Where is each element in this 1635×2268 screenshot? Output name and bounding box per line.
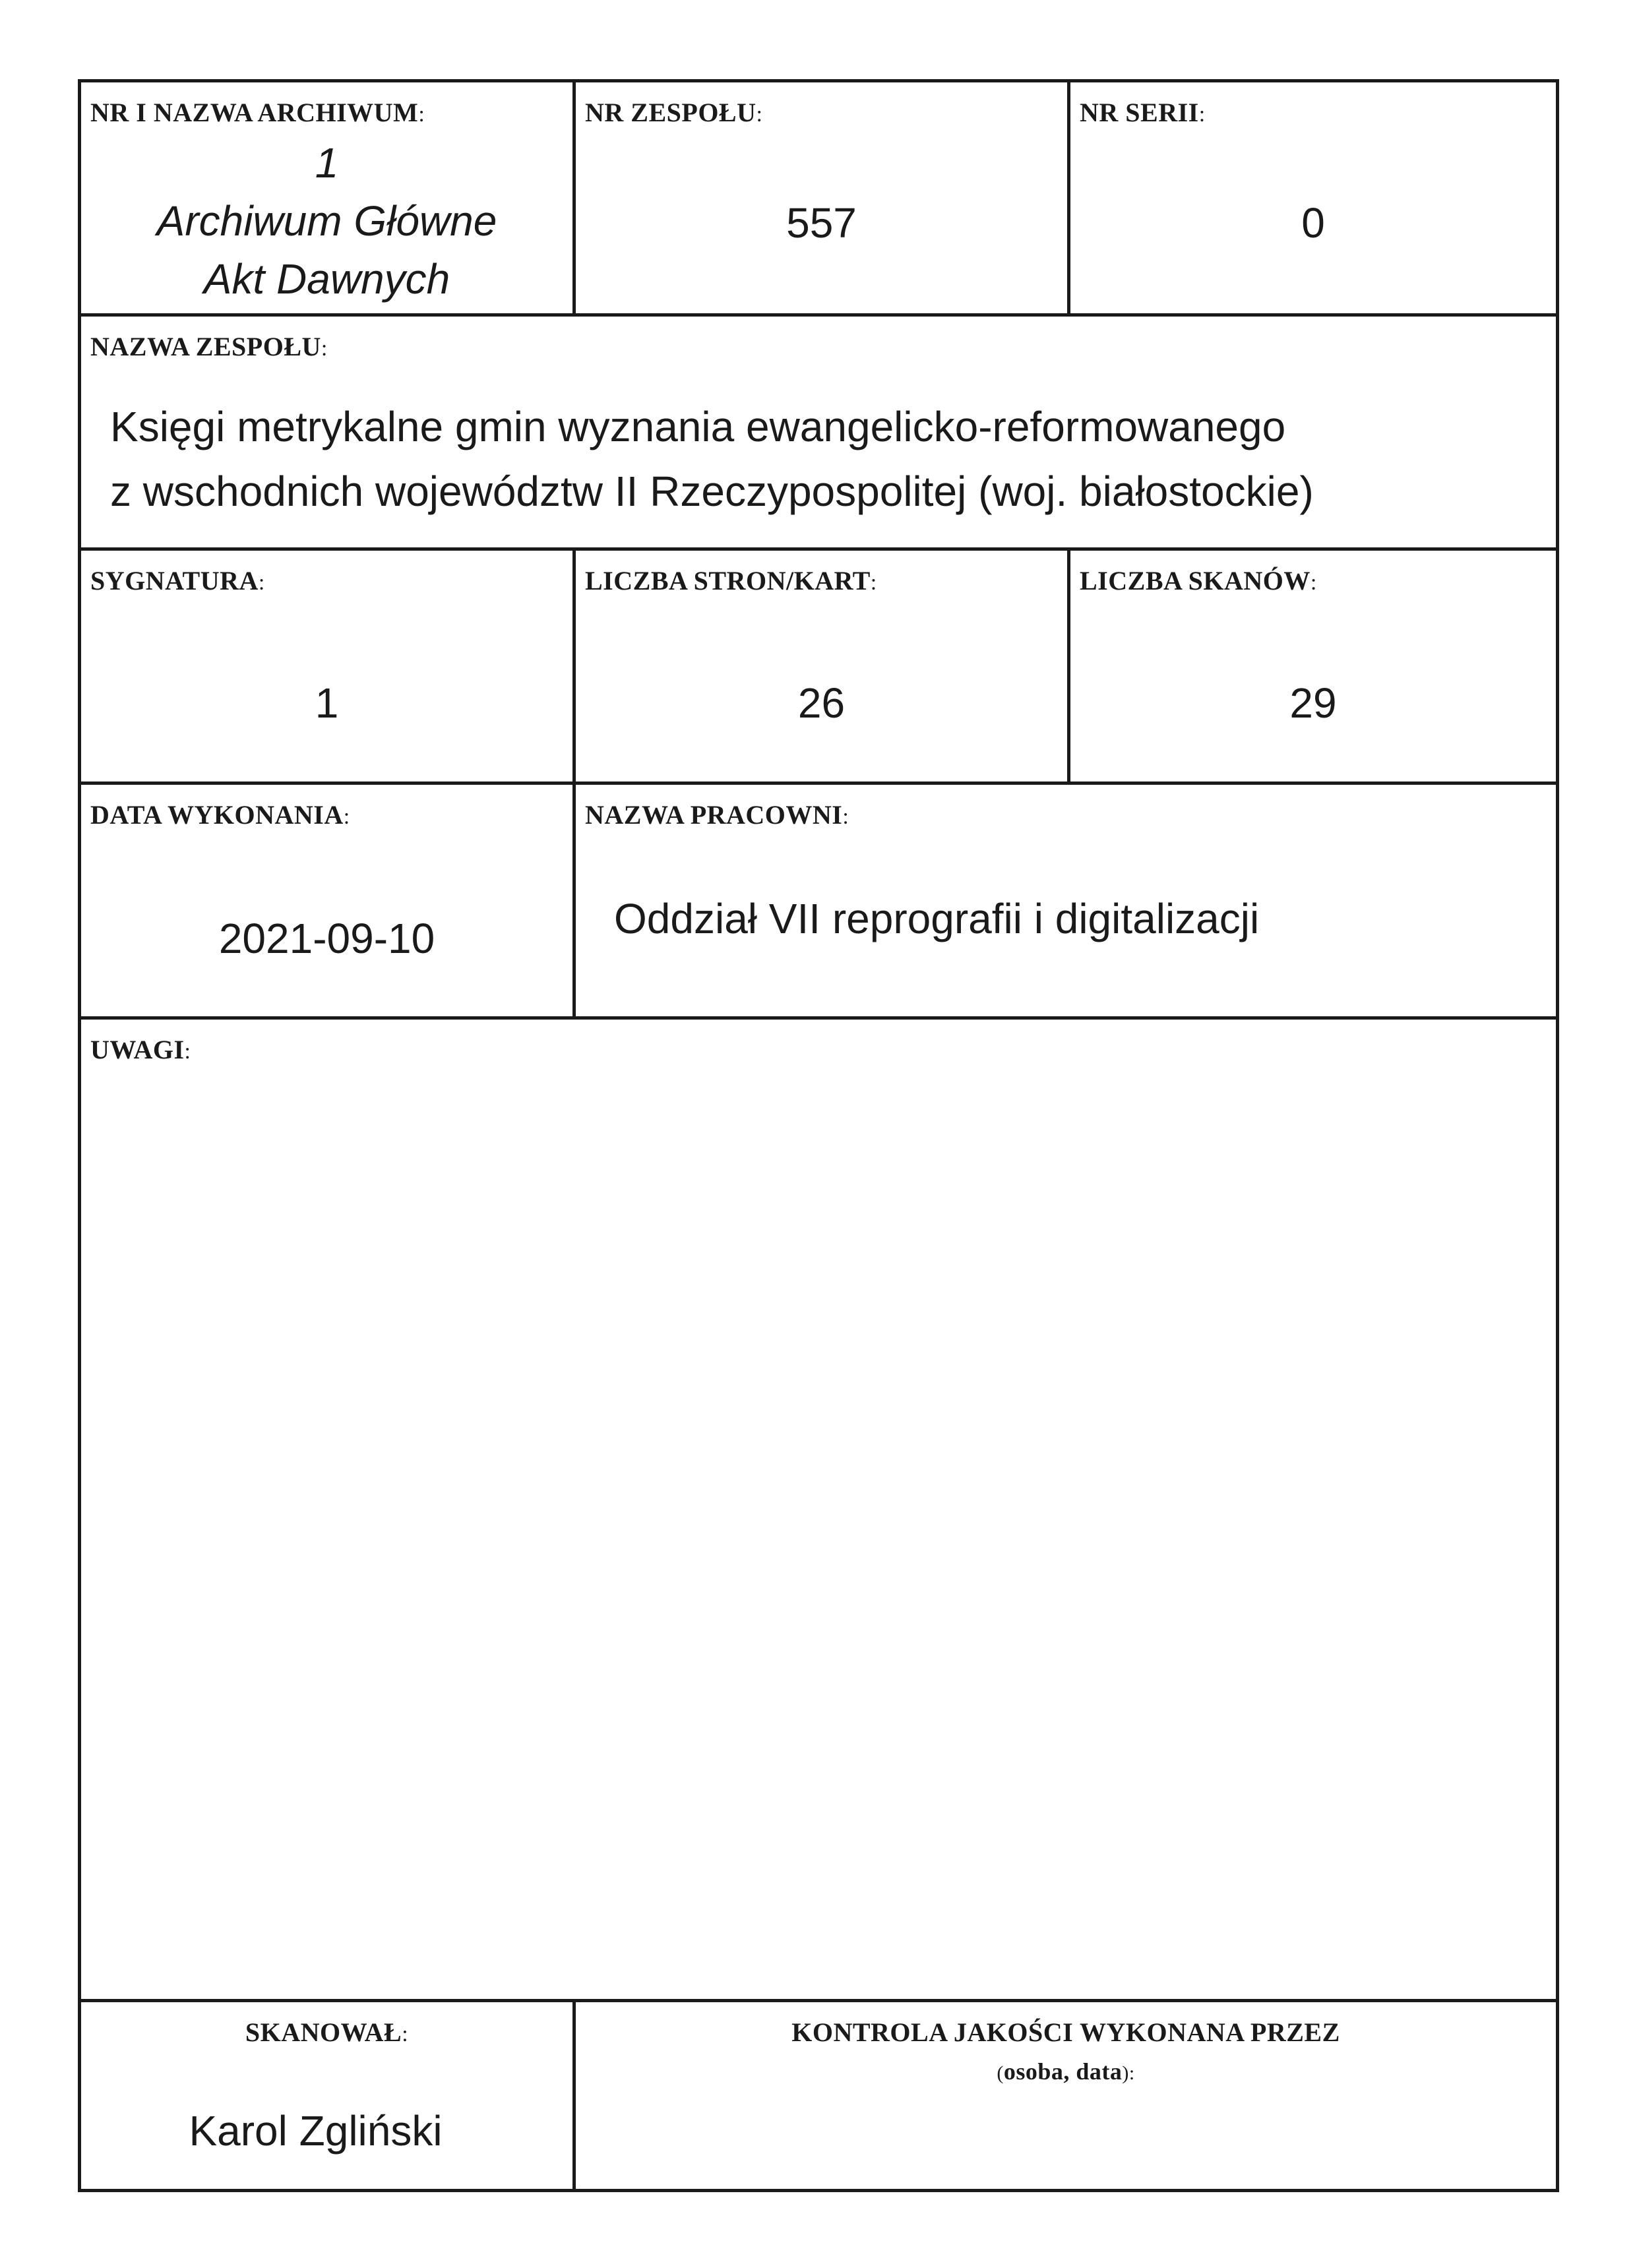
fonds-number-value: 557 [786,199,857,247]
archive-label: NR I NAZWA ARCHIWUM: [90,98,425,127]
scan-count-value: 29 [1289,679,1337,727]
execution-date-label: DATA WYKONANIA: [90,800,350,830]
series-number-label: NR SERII: [1080,98,1206,127]
remarks-label: UWAGI: [90,1035,191,1064]
scan-count-cell [1070,551,1556,782]
series-number-cell [1070,82,1556,313]
workshop-cell [576,785,1556,1016]
scan-count-label: LICZBA SKANÓW: [1080,566,1317,596]
fonds-number-cell [576,82,1070,313]
signature-cell [81,551,576,782]
fonds-number-label: NR ZESPOŁU: [585,98,763,127]
archive-name-line2: Akt Dawnych [203,255,450,303]
page-count-cell [576,551,1070,782]
page-count-value: 26 [797,679,846,727]
archive-name-line1: Archiwum Główne [156,197,497,245]
row-fonds-name [81,317,1556,551]
remarks-cell [81,1020,1556,1999]
workshop-label: NAZWA PRACOWNI: [585,800,849,830]
quality-control-label: KONTROLA JAKOŚCI WYKONANA PRZEZ [791,2017,1340,2047]
archive-metric-form [78,79,1559,2192]
quality-control-cell [576,2002,1556,2189]
execution-date-value: 2021-09-10 [218,915,435,962]
row-counts [81,551,1556,785]
row-signoff [81,2002,1556,2189]
page-count-label: LICZBA STRON/KART: [585,566,877,596]
signature-value: 1 [315,679,339,727]
row-archive [81,82,1556,317]
fonds-name-line2: z wschodnich województw II Rzeczypospolitej (woj. białostockie) [110,468,1314,515]
scanned-by-label: SKANOWAŁ: [245,2017,409,2047]
signature-label: SYGNATURA: [90,566,265,596]
scanned-by-value: Karol Zgliński [189,2107,443,2155]
fonds-name-label: NAZWA ZESPOŁU: [90,332,328,361]
scanned-by-cell [81,2002,576,2189]
fonds-name-line1: Księgi metrykalne gmin wyznania ewangelicko-reformowanego [110,403,1286,450]
archive-number: 1 [315,139,339,187]
row-date-workshop [81,785,1556,1020]
series-number-value: 0 [1301,199,1325,247]
quality-control-sublabel: (osoba, data): [997,2058,1135,2085]
row-remarks [81,1020,1556,2002]
workshop-value: Oddział VII reprografii i digitalizacji [614,895,1260,942]
fonds-name-cell [81,317,1556,547]
execution-date-cell [81,785,576,1016]
archive-cell [81,82,576,313]
